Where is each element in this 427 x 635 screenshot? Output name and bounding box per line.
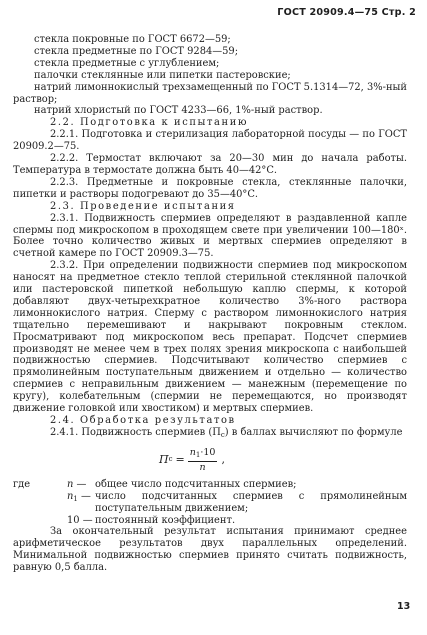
legend-symbol-text: n: [67, 490, 74, 502]
paragraph-2-2-2: 2.2.2. Термостат включают за 20—30 мин до начала работы. Температура в термостате должна быть 40—42°С.: [13, 153, 407, 176]
formula-equals: =: [175, 452, 185, 466]
section-heading-2-4: 2.4. Обработка результатов: [50, 415, 236, 426]
paragraph-2-4-1-start: 2.4.1. Подвижность спермиев (П: [50, 426, 221, 438]
legend-symbol: [61, 515, 95, 527]
legend-dash: —: [82, 514, 93, 526]
formula-comma: ,: [221, 452, 225, 466]
legend-dash: —: [80, 490, 91, 502]
section-heading-2-3: 2.3. Проведение испытания: [50, 200, 236, 212]
paragraph-2-2-1: 2.2.1. Подготовка и стерилизация лабораторной посуды — по ГОСТ 20909.2—75.: [13, 129, 407, 153]
page-header: ГОСТ 20909.4—75 Стр. 2: [277, 7, 416, 18]
paragraph-2-3-2: 2.3.2. При определении подвижности спермиев под микроскопом наносят на предметное стекло теплой стерильной стеклянной палочкой или пастеровской пипеткой небольшую каплю спермы, к которой добавляют двух-четырехкратное количество 3%-ного раствора лимоннокислого натрия. Сперму с раствором лимоннокислого натрия тщательно перемешивают и накрывают покровным стеклом. Просматривают под микроскопом весь препарат. Подсчет спермиев производят не менее чем в трех полях зрения микроскопа с наибольшей подвижностью спермиев. Подсчитывают количество спермиев с прямолинейным поступательным движением и отдельно — количество спермиев с неправильным движением — манежным (перемещение по кругу), колебательным (спермии не перемещаются, но производят движение головкой или хвостиком) и мертвых спермиев.: [13, 260, 407, 415]
material-item: натрий хлористый по ГОСТ 4233—66, 1%-ный раствор.: [34, 105, 323, 117]
legend-text: постоянный коэффициент.: [95, 514, 236, 526]
formula-num-rest: ·10: [200, 446, 216, 458]
subscript: с: [220, 430, 225, 439]
formula-numerator: [188, 447, 218, 462]
formula-lhs-subscript: с: [168, 454, 173, 463]
formula-num-subscript: 1: [195, 450, 201, 459]
legend-symbol: [61, 479, 95, 491]
legend-lead: [13, 491, 61, 515]
formula-num-symbol: n: [189, 446, 196, 458]
formula-fraction: [188, 447, 218, 473]
mobility-formula: [159, 447, 225, 473]
final-paragraph: За окончательный результат испытания принимают среднее арифметическое результатов двух параллельных определений. Минимальной подвижностью спермиев принято считать подвижность, равную 0,5 балла.: [13, 526, 407, 574]
page-number: 13: [397, 601, 411, 612]
document-body: [13, 34, 407, 574]
paragraph-2-4-1-end: ) в баллах вычисляют по формуле: [224, 426, 403, 438]
material-item: натрий лимоннокислый трехзамещенный по ГОСТ 5.1314—72, 3%-ный раствор;: [13, 81, 407, 105]
legend-lead: [13, 515, 61, 527]
legend-text: общее число подсчитанных спермиев;: [95, 478, 297, 490]
legend-text: число подсчитанных спермиев с прямолинейным поступательным движением;: [95, 490, 407, 514]
material-item: стекла покровные по ГОСТ 6672—59;: [34, 34, 231, 45]
legend-symbol: [61, 491, 95, 515]
material-item: стекла предметные с углублением;: [34, 57, 220, 69]
legend-symbol-subscript: 1: [73, 494, 78, 503]
formula-block: [13, 444, 407, 476]
legend-lead: где: [13, 478, 31, 490]
legend-symbol-text: 10: [67, 514, 80, 526]
paragraph-2-2-3: 2.2.3. Предметные и покровные стекла, стеклянные палочки, пипетки и растворы подогревают до 35—40°С.: [13, 176, 407, 200]
paragraph-2-4-1: [13, 427, 407, 442]
legend-symbol-text: n: [67, 478, 74, 490]
material-item: стекла предметные по ГОСТ 9284—59;: [34, 45, 239, 57]
section-heading-2-2: 2.2. Подготовка к испытанию: [50, 117, 249, 129]
formula-denominator: n: [199, 461, 206, 473]
paragraph-2-3-1: 2.3.1. Подвижность спермиев определяют в раздавленной капле спермы под микроскопом в проходящем свете при увеличении 100—180ˣ. Более точно количество живых и мертвых спермиев определяют в счетной камере по ГОСТ 20909.3—75.: [13, 212, 407, 260]
formula-lhs: П: [159, 452, 169, 466]
formula-legend: [13, 479, 407, 527]
legend-dash: —: [76, 478, 87, 490]
material-item: палочки стеклянные или пипетки пастеровские;: [34, 69, 291, 81]
